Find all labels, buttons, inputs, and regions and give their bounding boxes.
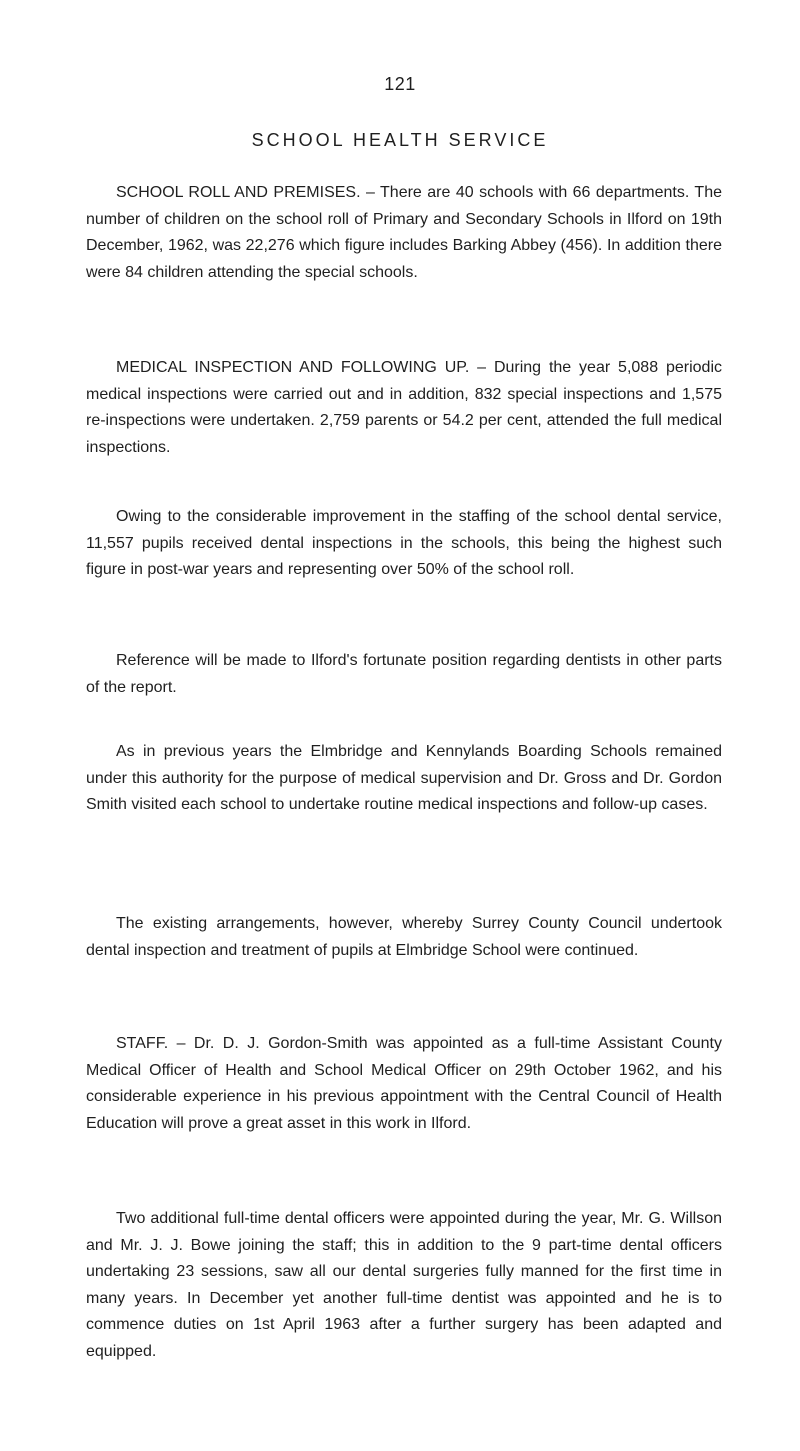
paragraph-boarding-schools: As in previous years the Elmbridge and Kennylands Boarding Schools remained under this authority for the purpose of medical supervision and Dr. Gross and Dr. Gordon Smith visited each school to undertake routine medical inspections and follow-up cases. [86,743,722,814]
paragraph-surrey-arrangements: The existing arrangements, however, whereby Surrey County Council undertook dental inspection and treatment of pupils at Elmbridge School were continued. [86,915,722,959]
page-number: 121 [384,74,416,94]
paragraph-school-roll: SCHOOL ROLL AND PREMISES. – There are 40 schools with 66 departments. The number of children on the school roll of Primary and Secondary Schools in Ilford on 19th December, 1962, was 22,276 which figure includes Barking Abbey (456). In addition there were 84 children attending the special schools. [86,184,722,281]
paragraph-dental-officers: Two additional full-time dental officers were appointed during the year, Mr. G. Willson and Mr. J. J. Bowe joining the staff; this in addition to the 9 part-time dental officers undertaking 23 sessions, saw all our dental surgeries fully manned for the first time in many years. In December yet another full-time dentist was appointed and he is to commence duties on 1st April 1963 after a further surgery has been adapted and equipped. [86,1210,722,1360]
paragraph-staff: STAFF. – Dr. D. J. Gordon-Smith was appointed as a full-time Assistant County Medical Officer of Health and School Medical Officer on 29th October 1962, and his considerable experience in his previous appointment with the Central Council of Health Education will prove a great asset in this work in Ilford. [86,1035,722,1132]
paragraph-medical-inspection: MEDICAL INSPECTION AND FOLLOWING UP. – During the year 5,088 periodic medical inspections were carried out and in addition, 832 special inspections and 1,575 re-inspections were undertaken. 2,759 parents or 54.2 per cent, attended the full medical inspections. [86,359,722,456]
paragraph-dental-service: Owing to the considerable improvement in the staffing of the school dental service, 11,557 pupils received dental inspections in the schools, this being the highest such figure in post-war years and representing over 50% of the school roll. [86,508,722,579]
paragraph-dentists-reference: Reference will be made to Ilford's fortunate position regarding dentists in other parts of the report. [86,652,722,696]
page-title: SCHOOL HEALTH SERVICE [251,130,549,150]
